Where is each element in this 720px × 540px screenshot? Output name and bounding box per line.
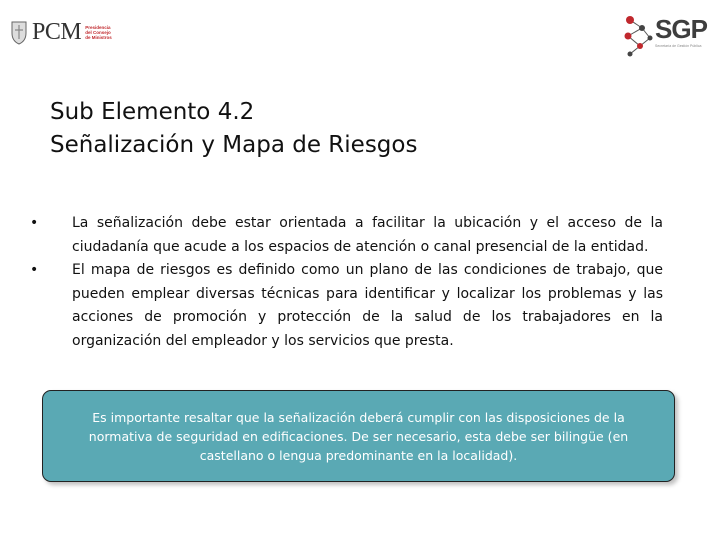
bullet-marker: • [30, 215, 39, 231]
callout-box [42, 390, 675, 482]
network-icon [620, 12, 656, 58]
title-line-2: Señalización y Mapa de Riesgos [50, 132, 418, 158]
title-line-1: Sub Elemento 4.2 [50, 99, 255, 125]
bullet-text: La señalización debe estar orientada a facilitar la ubicación y el acceso de la ciudadanía que acude a los espacios de atención o canal presencial de la entidad. [72, 215, 663, 255]
bullet-marker: • [30, 262, 39, 278]
bullet-list [30, 212, 663, 353]
sgp-logo-tagline: Secretaría de Gestión Pública [655, 44, 702, 48]
bullet-item [30, 259, 663, 353]
sgp-logo-text: SGP [655, 14, 707, 44]
pcm-logo [10, 14, 120, 50]
bullet-text: El mapa de riesgos es definido como un plano de las condiciones de trabajo, que pueden emplear diversas técnicas para identificar y localizar los problemas y las acciones de promoción y protección de la salud de los trabajadores en la organización del empleador y los servicios que presta. [72, 262, 663, 349]
callout-text: Es importante resaltar que la señalización deberá cumplir con las disposiciones de la normativa de seguridad en edificaciones. De ser necesario, esta debe ser bilingüe (en castellano o lengua predominante en la localidad). [88, 409, 629, 463]
crest-icon [10, 19, 28, 45]
sgp-logo [620, 12, 712, 58]
bullet-item [30, 212, 663, 259]
slide-title [50, 96, 417, 162]
pcm-logo-text: PCM [32, 19, 82, 45]
pcm-logo-subtitle: Presidencia del Consejo de Ministros [85, 24, 112, 40]
